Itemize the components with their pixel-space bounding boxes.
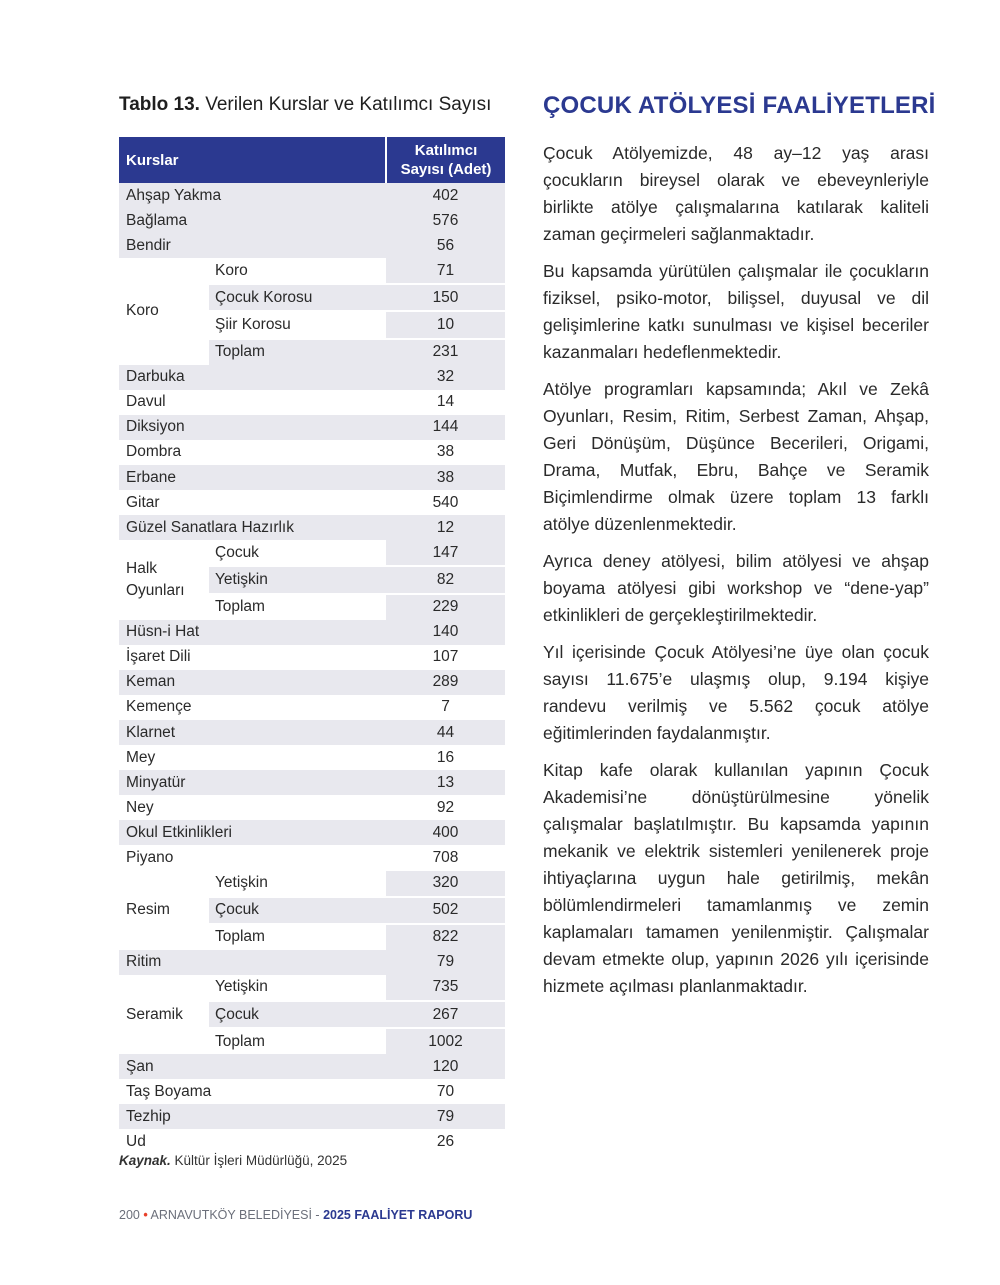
table-row: [119, 490, 505, 515]
course-name: Diksiyon: [119, 415, 386, 440]
course-sub-name: Çocuk: [209, 540, 386, 566]
course-name: Taş Boyama: [126, 1082, 212, 1100]
table-row: [119, 695, 505, 720]
table-row: [119, 515, 505, 540]
course-value: 79: [386, 1104, 505, 1129]
course-name: Tezhip: [119, 1104, 386, 1129]
article-paragraph: Bu kapsamda yürütülen çalışmalar ile çocukların fiziksel, psiko-motor, bilişsel, duyusal ve dil gelişimlerine katkı sunulması ve kişisel beceriler kazanmaları hedeflenmektedir.: [543, 261, 929, 362]
course-name: Hüsn-i Hat: [119, 620, 386, 645]
courses-table: [119, 137, 505, 1155]
footer-report: 2025 FAALİYET RAPORU: [323, 1208, 473, 1222]
course-value: 150: [386, 284, 505, 311]
course-sub-name: Şiir Korosu: [209, 311, 386, 338]
course-name: Davul: [126, 393, 166, 411]
course-name: Darbuka: [119, 365, 386, 390]
table-row: [119, 950, 505, 975]
article-paragraph: Ayrıca deney atölyesi, bilim atölyesi ve ahşap boyama atölyesi gibi workshop ve “dene-yap” etkinlikleri de gerçekleştirilmektedir.: [543, 551, 929, 625]
course-total-value: 231: [386, 339, 505, 365]
table-row: [119, 183, 505, 208]
course-value: 576: [386, 208, 505, 233]
course-value: 44: [386, 720, 505, 745]
course-name: Ritim: [119, 950, 386, 975]
course-value: 147: [386, 540, 505, 566]
table-header-row: [119, 137, 505, 183]
course-sub-name: Yetişkin: [209, 566, 386, 593]
course-sub-name: Koro: [209, 258, 386, 284]
course-total-label: Toplam: [209, 594, 386, 620]
footer-org: ARNAVUTKÖY BELEDİYESİ: [150, 1208, 312, 1222]
course-value: 56: [386, 233, 505, 258]
course-value: 267: [386, 1001, 505, 1028]
course-value: 38: [386, 465, 505, 490]
course-value: 144: [386, 415, 505, 440]
course-total-label: Toplam: [209, 1028, 386, 1054]
table-row: [119, 440, 505, 465]
course-name: Erbane: [119, 465, 386, 490]
table-row: [119, 795, 505, 820]
article-paragraph: Atölye programları kapsamında; Akıl ve Zekâ Oyunları, Resim, Ritim, Serbest Zaman, Ahşap, Geri Dönüşüm, Düşünce Becerileri, Origami, Drama, Mutfak, Ebru, Bahçe ve Seramik Biçimlendirme olmak üzere toplam 13 farklı atölye düzenlenmektedir.: [543, 379, 929, 534]
course-value: 82: [386, 566, 505, 593]
page-number: 200: [119, 1208, 140, 1222]
course-name: Dombra: [126, 443, 182, 461]
header-participants: [386, 137, 505, 183]
course-value: 402: [386, 183, 505, 208]
article-paragraph: Yıl içerisinde Çocuk Atölyesi’ne üye olan çocuk sayısı 11.675’e ulaşmış olup, 9.194 kişiye randevu verilmiş ve 5.562 çocuk atölye eğitimlerinden faydalanmıştır.: [543, 642, 929, 743]
header-courses: Kurslar: [119, 137, 386, 183]
table-row: [119, 975, 505, 1001]
footer-bullet: •: [143, 1208, 148, 1222]
course-name: Güzel Sanatlara Hazırlık: [119, 515, 386, 540]
course-value: 7: [441, 698, 450, 716]
course-value: 320: [386, 871, 505, 897]
course-name: Okul Etkinlikleri: [119, 820, 386, 845]
header-participants-line1: Katılımcı: [414, 142, 478, 159]
course-sub-name: Çocuk: [209, 1001, 386, 1028]
course-value: 13: [386, 770, 505, 795]
table-row: [119, 645, 505, 670]
table-caption-text: Verilen Kurslar ve Katılımcı Sayısı: [205, 94, 492, 115]
course-name: Kemençe: [126, 698, 192, 716]
course-name: Bendir: [119, 233, 386, 258]
table-row: [119, 871, 505, 897]
course-value: 540: [432, 493, 459, 511]
course-value: 38: [436, 443, 455, 461]
course-group-name: Seramik: [119, 975, 209, 1054]
course-value: 107: [432, 648, 459, 666]
course-value: 14: [436, 393, 455, 411]
table-row: [119, 415, 505, 440]
course-name: Mey: [126, 748, 156, 766]
table-row: [119, 670, 505, 695]
table-row: [119, 720, 505, 745]
article-paragraph: Çocuk Atölyemizde, 48 ay–12 yaş arası çocukların bireysel olarak ve ebeveynleriyle birlikte atölye çalışmalarına katılarak kaliteli zaman geçirmeleri sağlanmaktadır.: [543, 143, 929, 244]
table-row: [119, 365, 505, 390]
course-group-name: [119, 540, 209, 619]
course-value: 16: [436, 748, 455, 766]
course-value: 735: [386, 975, 505, 1001]
course-group-line2: Oyunları: [126, 581, 185, 599]
course-value: 10: [386, 311, 505, 338]
course-group-name: Resim: [119, 871, 209, 950]
course-name: Bağlama: [119, 208, 386, 233]
course-name: Gitar: [126, 493, 160, 511]
section-title: ÇOCUK ATÖLYESİ FAALİYETLERİ: [543, 92, 936, 119]
course-group-line1: Halk: [126, 559, 158, 577]
course-total-label: Toplam: [209, 924, 386, 950]
footer-dash: -: [315, 1208, 320, 1222]
course-name: Keman: [119, 670, 386, 695]
course-sub-name: Yetişkin: [209, 871, 386, 897]
source-text: Kültür İşleri Müdürlüğü, 2025: [174, 1153, 348, 1168]
course-total-label: Toplam: [209, 339, 386, 365]
course-value: 120: [386, 1054, 505, 1079]
course-value: 79: [386, 950, 505, 975]
table-row: [119, 258, 505, 284]
table-row: [119, 208, 505, 233]
course-value: 289: [386, 670, 505, 695]
course-value: 92: [436, 798, 455, 816]
table-row: [119, 1104, 505, 1129]
course-sub-name: Çocuk: [209, 897, 386, 924]
page-footer: [119, 1208, 472, 1222]
table-row: [119, 820, 505, 845]
course-sub-name: Çocuk Korosu: [209, 284, 386, 311]
course-value: 70: [436, 1082, 455, 1100]
course-value: 502: [386, 897, 505, 924]
course-name: Piyano: [126, 848, 174, 866]
table-caption: [119, 94, 491, 116]
table-row: [119, 845, 505, 870]
course-value: 32: [386, 365, 505, 390]
course-name: Şan: [119, 1054, 386, 1079]
table-row: [119, 1129, 505, 1154]
table-row: [119, 233, 505, 258]
table-row: [119, 540, 505, 566]
source-label: Kaynak.: [119, 1153, 171, 1168]
course-value: 26: [436, 1133, 455, 1151]
course-value: 400: [386, 820, 505, 845]
course-total-value: 1002: [386, 1028, 505, 1054]
header-participants-line2: Sayısı (Adet): [400, 161, 492, 178]
course-name: Klarnet: [119, 720, 386, 745]
course-value: 708: [432, 848, 459, 866]
course-name: Ney: [126, 798, 154, 816]
course-value: 140: [386, 620, 505, 645]
table-source: [119, 1153, 347, 1168]
table-row: [119, 770, 505, 795]
course-name: Ud: [126, 1133, 146, 1151]
course-name: Minyatür: [119, 770, 386, 795]
table-row: [119, 390, 505, 415]
table-row: [119, 465, 505, 490]
course-sub-name: Yetişkin: [209, 975, 386, 1001]
table-caption-label: Tablo 13.: [119, 94, 200, 115]
course-value: 12: [386, 515, 505, 540]
course-name: Ahşap Yakma: [119, 183, 386, 208]
table-row: [119, 745, 505, 770]
table-row: [119, 620, 505, 645]
course-total-value: 822: [386, 924, 505, 950]
course-group-name: Koro: [119, 258, 209, 364]
course-name: İşaret Dili: [126, 648, 191, 666]
table-row: [119, 1054, 505, 1079]
course-total-value: 229: [386, 594, 505, 620]
article-body: [543, 140, 929, 1010]
article-paragraph: Kitap kafe olarak kullanılan yapının Çocuk Akademisi’ne dönüştürülmesine yönelik çalışmalar başlatılmıştır. Bu kapsamda yapının mekanik ve elektrik sistemleri yenilenerek proje ihtiyaçlarına uygun hale getirilmiş, mekân bölümlendirmeleri tamamlanmış ve zemin kaplamaları tamamen yenilenmiştir. Çalışmalar devam etmekte olup, yapının 2026 yılı içerisinde hizmete açılması planlanmaktadır.: [543, 760, 929, 996]
table-row: [119, 1079, 505, 1104]
course-value: 71: [386, 258, 505, 284]
